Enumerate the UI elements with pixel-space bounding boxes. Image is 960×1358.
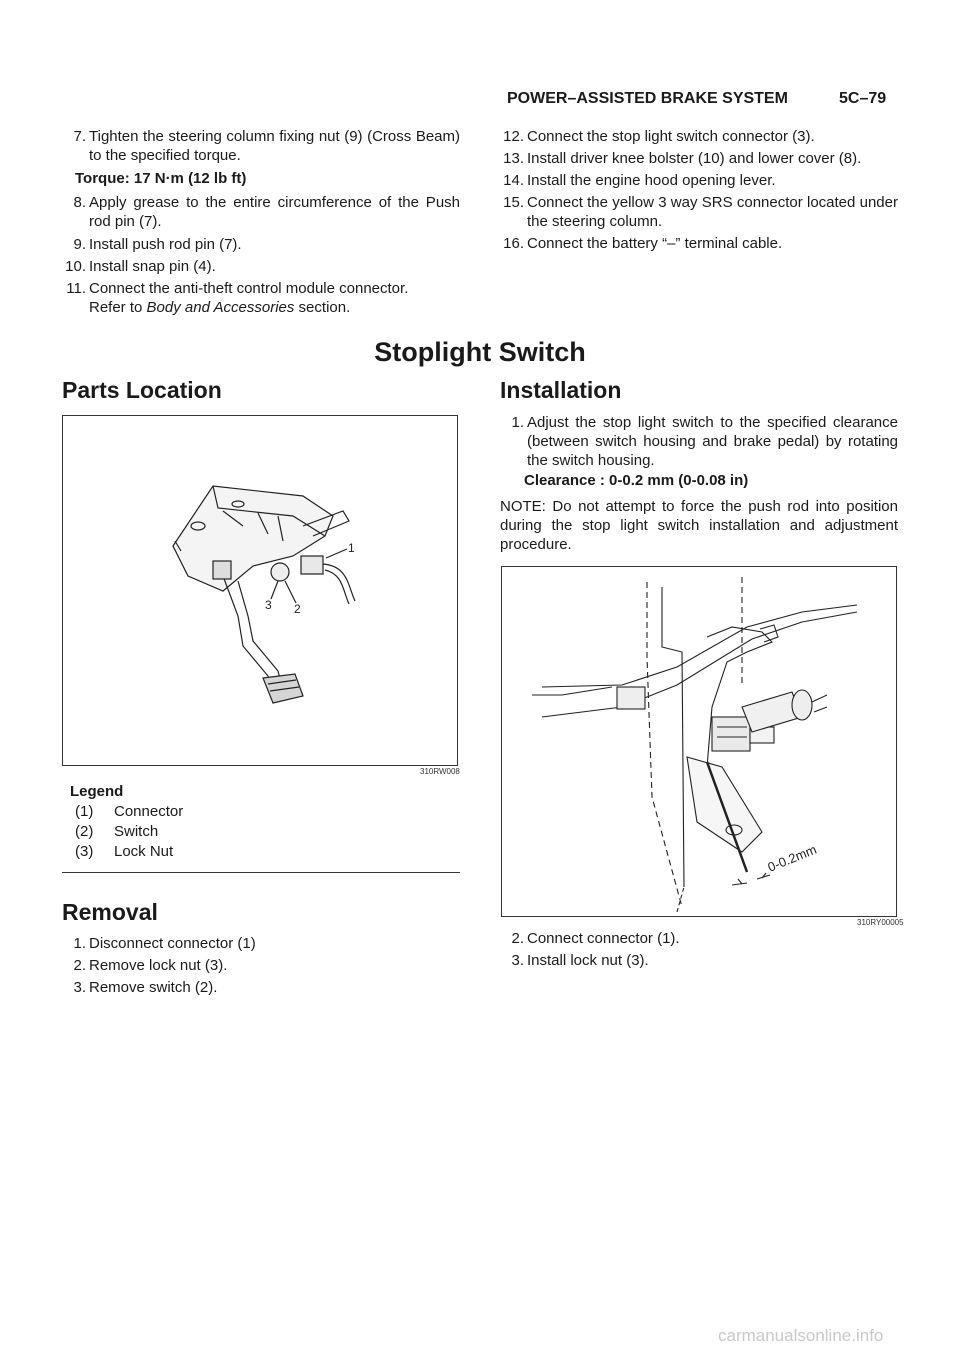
legend-item-label: Connector	[114, 803, 184, 820]
legend-item-label: Lock Nut	[114, 843, 174, 860]
removal-heading: Removal	[62, 899, 158, 925]
figure-code: 310RW008	[420, 767, 460, 776]
refer-note: Refer to Body and Accessories section.	[89, 299, 351, 316]
legend-item: (1)	[75, 803, 94, 820]
page-number: 5C–79	[839, 90, 887, 107]
parts-location-heading: Parts Location	[62, 377, 222, 403]
legend-item-label: Switch	[114, 823, 159, 840]
list-item: 1. Adjust the stop light switch to the specified clearance (between switch housing and brake pedal) by rotating the switch housing.	[511, 414, 898, 469]
legend-title: Legend	[70, 783, 124, 800]
brake-pedal-illustration	[63, 416, 457, 765]
note: NOTE: Do not attempt to force the push rod into position during the stop light switch installation and adjustment procedure.	[500, 498, 898, 553]
callout-2: 2	[294, 602, 301, 616]
installation-heading: Installation	[500, 377, 622, 403]
parts-location-figure	[62, 415, 458, 766]
section-title: POWER–ASSISTED BRAKE SYSTEM	[507, 90, 788, 107]
callout-1: 1	[348, 541, 355, 555]
switch-clearance-illustration	[502, 567, 896, 916]
figure-code: 310RY00005	[857, 918, 904, 927]
callout-3: 3	[265, 598, 272, 612]
watermark: carmanualsonline.info	[718, 1326, 884, 1345]
clearance-label: 0-0.2mm	[765, 841, 819, 875]
legend-item: (3)	[75, 843, 94, 860]
page-title: Stoplight Switch	[374, 337, 586, 367]
clearance-spec: Clearance : 0-0.2 mm (0-0.08 in)	[524, 472, 749, 489]
installation-figure	[501, 566, 897, 917]
torque-spec: Torque: 17 N·m (12 lb ft)	[75, 170, 247, 187]
divider	[62, 872, 460, 873]
legend-item: (2)	[75, 823, 94, 840]
